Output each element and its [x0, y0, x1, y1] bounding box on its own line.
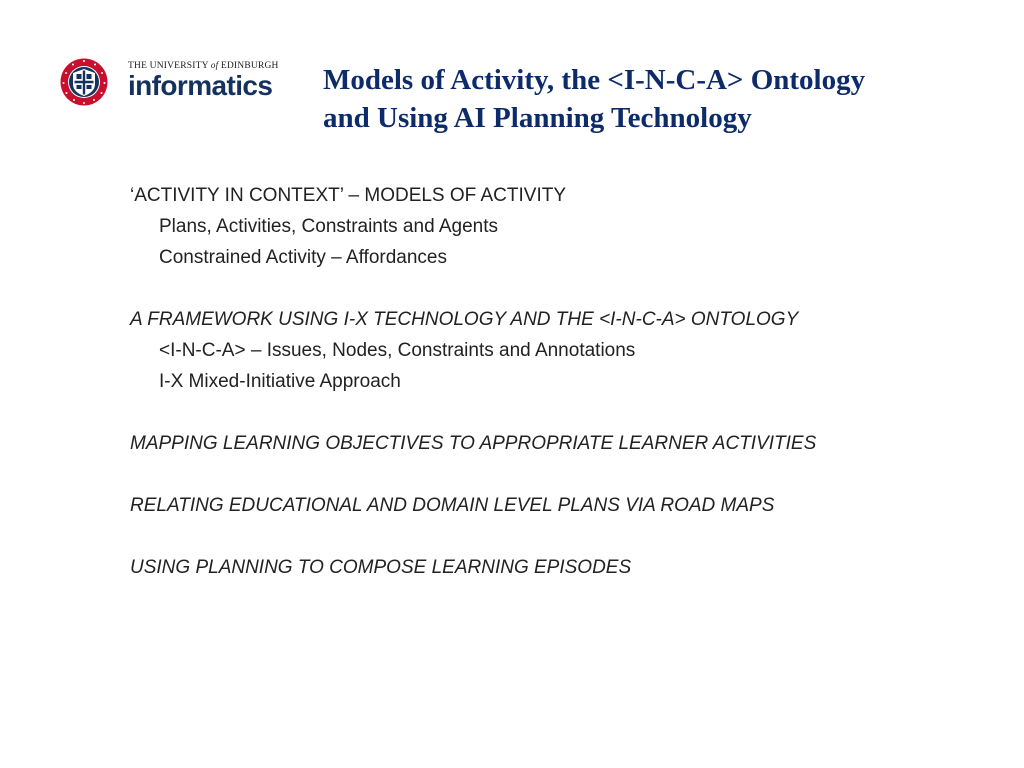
sub-item: <I-N-C-A> – Issues, Nodes, Constraints and Annotations — [159, 340, 636, 361]
section-heading-4: RELATING EDUCATIONAL AND DOMAIN LEVEL PLANS VIA ROAD MAPS — [130, 495, 775, 516]
university-name: THE UNIVERSITY of EDINBURGH — [128, 60, 279, 71]
sub-item: Constrained Activity – Affordances — [159, 247, 447, 268]
slide-body — [130, 180, 990, 583]
informatics-logo — [60, 58, 290, 106]
title-line-2: and Using AI Planning Technology — [323, 102, 752, 134]
title-line-1: Models of Activity, the <I-N-C-A> Ontology — [323, 64, 866, 96]
university-crest-icon — [60, 58, 108, 106]
section-heading-2: A FRAMEWORK USING I-X TECHNOLOGY AND THE <I-N-C-A> ONTOLOGY — [130, 309, 799, 330]
logo-wordmark — [128, 60, 279, 100]
slide-title — [323, 61, 983, 137]
section-heading-3: MAPPING LEARNING OBJECTIVES TO APPROPRIATE LEARNER ACTIVITIES — [130, 433, 817, 454]
informatics-brand: informatics — [128, 70, 273, 101]
sub-item: I-X Mixed-Initiative Approach — [159, 371, 401, 392]
sub-item: Plans, Activities, Constraints and Agents — [159, 216, 499, 237]
section-heading-5: USING PLANNING TO COMPOSE LEARNING EPISODES — [130, 557, 632, 578]
section-heading-1: ‘ACTIVITY IN CONTEXT’ – MODELS OF ACTIVITY — [130, 185, 567, 206]
